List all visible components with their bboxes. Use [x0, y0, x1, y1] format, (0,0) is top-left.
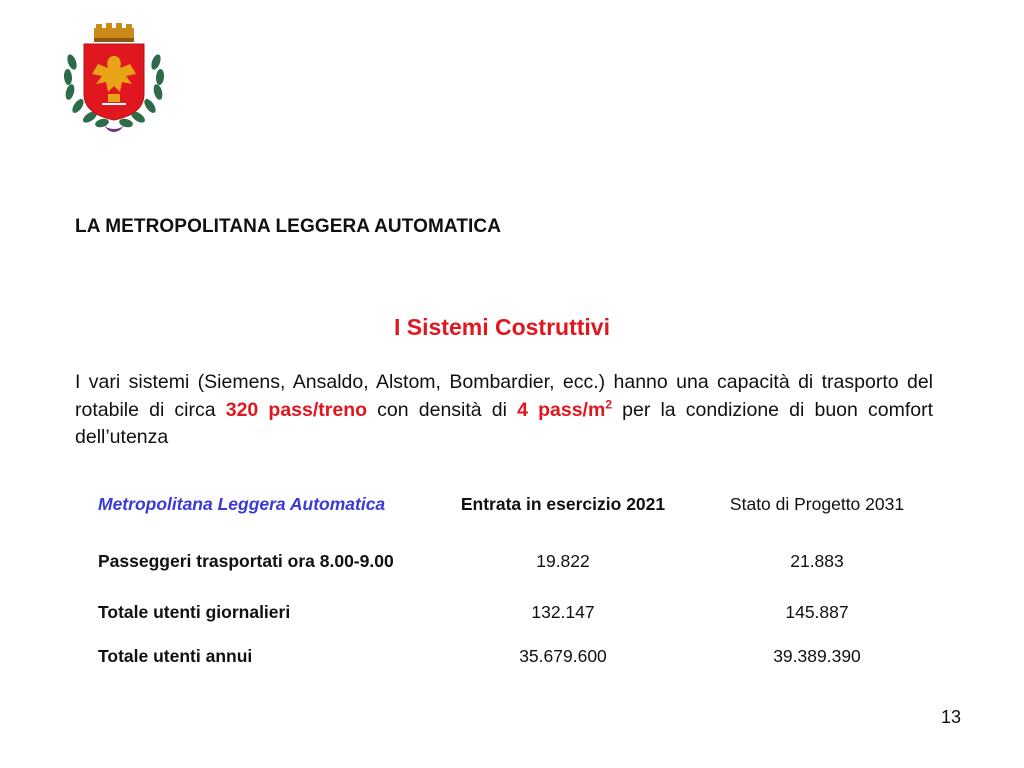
table-header-row: [88, 489, 946, 519]
ridership-table: [88, 489, 946, 670]
row-spacer: [88, 626, 946, 643]
table-cell: 35.679.600: [519, 646, 607, 666]
table-header-cell: Entrata in esercizio 2021: [460, 493, 666, 514]
description-paragraph: [75, 369, 933, 452]
table-header-cell: Stato di Progetto 2031: [729, 493, 905, 514]
table-cell: 145.887: [785, 602, 849, 622]
row-spacer: [88, 575, 946, 599]
density-exponent: 2: [605, 397, 612, 411]
capacity-highlight: 320 pass/treno: [225, 398, 368, 421]
table-cell: 39.389.390: [773, 646, 861, 666]
table-row: [88, 599, 946, 626]
table-cell-label: Totale utenti annui: [98, 646, 253, 666]
row-spacer: [88, 519, 946, 547]
slide-heading: LA METROPOLITANA LEGGERA AUTOMATICA: [75, 216, 502, 237]
coat-of-arms-logo: [58, 22, 170, 134]
para-text-1: I vari sistemi (Siemens, Ansaldo, Alstom, Bombardier, ecc.) hanno una capacità di trasporto del rotabile di circa: [75, 371, 933, 421]
table-row: [88, 643, 946, 670]
table-row: [88, 548, 946, 575]
table-row: [88, 575, 946, 599]
table-row: [88, 519, 946, 547]
para-text-3: per la condizione di buon comfort dell’utenza: [75, 398, 934, 448]
table-cell-label: Passeggeri trasportati ora 8.00-9.00: [98, 551, 394, 571]
density-highlight: [517, 399, 612, 421]
page-number: 13: [941, 707, 962, 727]
table-row: [88, 626, 946, 643]
para-text-2: con densità di: [367, 398, 518, 421]
table-cell: 19.822: [536, 551, 590, 571]
table-cell: 132.147: [531, 602, 595, 622]
density-value: 4 pass/m: [517, 398, 606, 421]
table-cell-label: Totale utenti giornalieri: [98, 602, 291, 622]
slide-subtitle: I Sistemi Costruttivi: [394, 314, 610, 340]
table-header-cell: Metropolitana Leggera Automatica: [98, 493, 386, 514]
table-cell: 21.883: [790, 551, 844, 571]
